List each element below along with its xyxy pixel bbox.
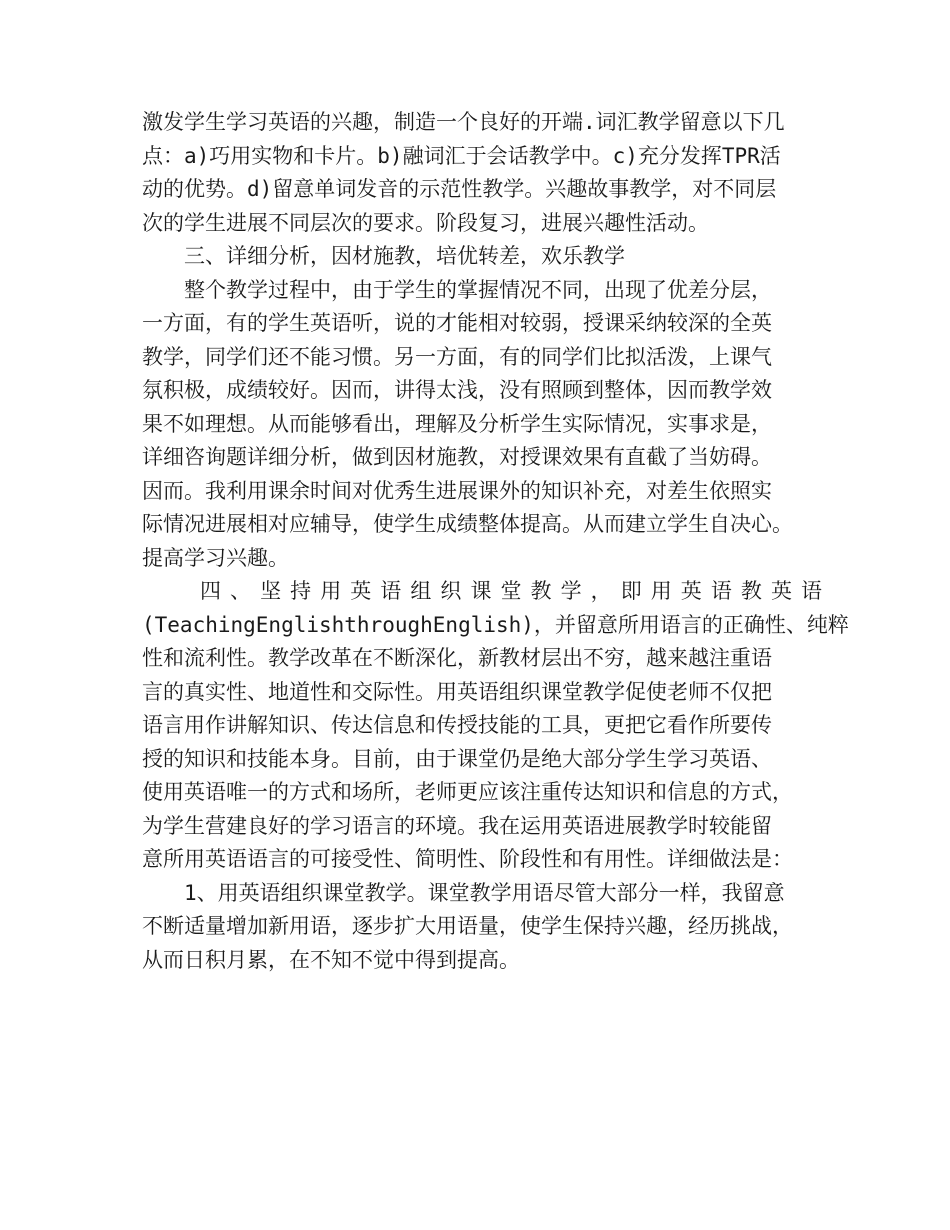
text-line: 不断适量增加新用语，逐步扩大用语量，使学生保持兴趣，经历挑战， (142, 914, 793, 938)
text-line: (TeachingEnglishthroughEnglish)，并留意所用语言的正确性、纯粹 (142, 612, 849, 637)
text-line: 言的真实性、地道性和交际性。用英语组织课堂教学促使老师不仅把 (142, 679, 772, 704)
heading-line: 三、详细分析，因材施教，培优转差，欢乐教学 (184, 244, 625, 268)
text-line: 从而日积月累，在不知不觉中得到提高。 (142, 947, 520, 972)
text-line: 点：a)巧用实物和卡片。b)融词汇于会话教学中。c)充分发挥TPR活 (142, 143, 781, 168)
text-line: 动的优势。d)留意单词发音的示范性教学。兴趣故事教学，对不同层 (142, 177, 777, 201)
section-heading-three (142, 240, 822, 274)
text-line: 因而。我利用课余时间对优秀生进展课外的知识补充，对差生依照实 (142, 478, 772, 503)
text-line: 性和流利性。教学改革在不断深化，新教材层出不穷，越来越注重语 (142, 646, 772, 670)
text-line: 激发学生学习英语的兴趣，制造一个良好的开端.词汇教学留意以下几 (142, 110, 785, 134)
text-line: 教学，同学们还不能习惯。另一方面，有的同学们比拟活泼，上课气 (142, 344, 772, 369)
text-line: 详细咨询题详细分析，做到因材施教，对授课效果有直截了当妨碍。 (142, 445, 772, 469)
heading-line: 四、坚持用英语组织课堂教学，即用英语教英语 (200, 579, 822, 603)
paragraph-vocabulary-teaching (142, 106, 822, 240)
text-line: 氛积极，成绩较好。因而，讲得太浅，没有照顾到整体，因而教学效 (142, 378, 772, 402)
paragraph-individualized-teaching (142, 274, 822, 576)
text-line: 一方面，有的学生英语听，说的才能相对较弱，授课采纳较深的全英 (142, 311, 772, 335)
text-line: 授的知识和技能本身。目前，由于课堂仍是绝大部分学生学习英语、 (142, 746, 772, 771)
text-line: 1、用英语组织课堂教学。课堂教学用语尽管大部分一样，我留意 (184, 880, 785, 905)
text-line: 际情况进展相对应辅导，使学生成绩整体提高。从而建立学生自决心。 (142, 512, 793, 536)
text-line: 果不如理想。从而能够看出，理解及分析学生实际情况，实事求是， (142, 411, 772, 436)
text-line: 提高学习兴趣。 (142, 545, 289, 570)
text-line: 意所用英语语言的可接受性、简明性、阶段性和有用性。详细做法是： (142, 847, 793, 871)
text-line: 整个教学过程中，由于学生的掌握情况不同，出现了优差分层， (184, 277, 772, 302)
text-line: 为学生营建良好的学习语言的环境。我在运用英语进展教学时较能留 (142, 813, 772, 838)
text-line: 次的学生进展不同层次的要求。阶段复习，进展兴趣性活动。 (142, 210, 709, 235)
paragraph-english-instruction (142, 575, 849, 877)
document-page (142, 106, 849, 977)
paragraph-list-item-one (142, 877, 822, 978)
text-line: 使用英语唯一的方式和场所，老师更应该注重传达知识和信息的方式， (142, 780, 793, 804)
text-line: 语言用作讲解知识、传达信息和传授技能的工具，更把它看作所要传 (142, 713, 772, 737)
